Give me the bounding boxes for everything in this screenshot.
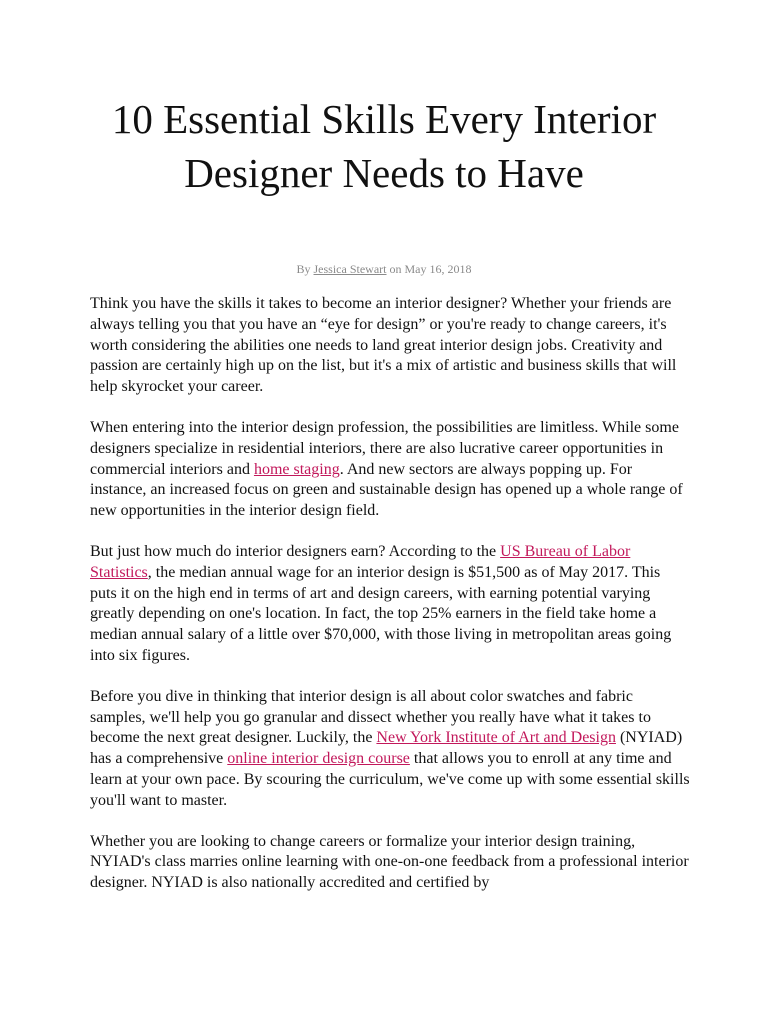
byline-date: on May 16, 2018 — [386, 262, 472, 276]
paragraph-nyiad-text-3: that allows you to enroll at any time and learn at your own pace. By scouring the curriculum, we've come up with some essential skills you'll want to master. — [90, 750, 690, 809]
paragraph-earnings-text-2: , the median annual wage for an interior design is $51,500 as of May 2017. This puts it on the high end in terms of art and design careers, with earning potential varying greatly depending on one's location. In fact, the top 25% earners in the field take home a median annual salary of a little over $70,000, with those living in metropolitan areas going into six figures. — [90, 563, 672, 664]
paragraph-nyiad — [90, 687, 690, 812]
paragraph-profession-text-2: . And new sectors are always popping up. For instance, an increased focus on green and sustainable design has opened up a whole range of new opportunities in the interior design field. — [90, 460, 683, 520]
paragraph-earnings-text-1: But just how much do interior designers earn? According to the — [90, 542, 501, 560]
paragraph-profession — [90, 418, 690, 522]
bls-link[interactable]: US Bureau of Labor Statistics — [90, 542, 631, 581]
article-body — [90, 294, 690, 914]
paragraph-training: Whether you are looking to change careers or formalize your interior design training, NYIAD's class marries online learning with one-on-one feedback from a professional interior designer. NYIAD is also nationally accredited and certified by — [90, 832, 689, 892]
article-byline — [90, 262, 678, 276]
paragraph-profession-text-1: When entering into the interior design profession, the possibilities are limitless. While some designers specialize in residential interiors, there are also lucrative career opportunities in commercial interiors and — [90, 418, 679, 478]
byline-prefix: By — [296, 262, 314, 276]
home-staging-link[interactable]: home staging — [253, 460, 340, 478]
online-course-link[interactable]: online interior design course — [227, 750, 410, 768]
article-title: 10 Essential Skills Every Interior Designer Needs to Have — [111, 96, 657, 196]
nyiad-link[interactable]: New York Institute of Art and Design — [376, 729, 616, 747]
paragraph-intro: Think you have the skills it takes to become an interior designer? Whether your friends are always telling you that you have an “eye for design” or you're ready to change careers, it's worth considering the abilities one needs to land great interior design jobs. Creativity and passion are certainly high up on the list, but it's a mix of artistic and business skills that will help skyrocket your career. — [90, 295, 677, 396]
paragraph-nyiad-text-1: Before you dive in thinking that interior design is all about color swatches and fabric samples, we'll help you go granular and dissect whether you really have what it takes to become the next great designer. Luckily, the — [90, 687, 651, 747]
paragraph-earnings — [90, 542, 690, 667]
author-link[interactable]: Jessica Stewart — [313, 262, 387, 276]
paragraph-nyiad-text-2: (NYIAD) has a comprehensive — [90, 729, 683, 768]
